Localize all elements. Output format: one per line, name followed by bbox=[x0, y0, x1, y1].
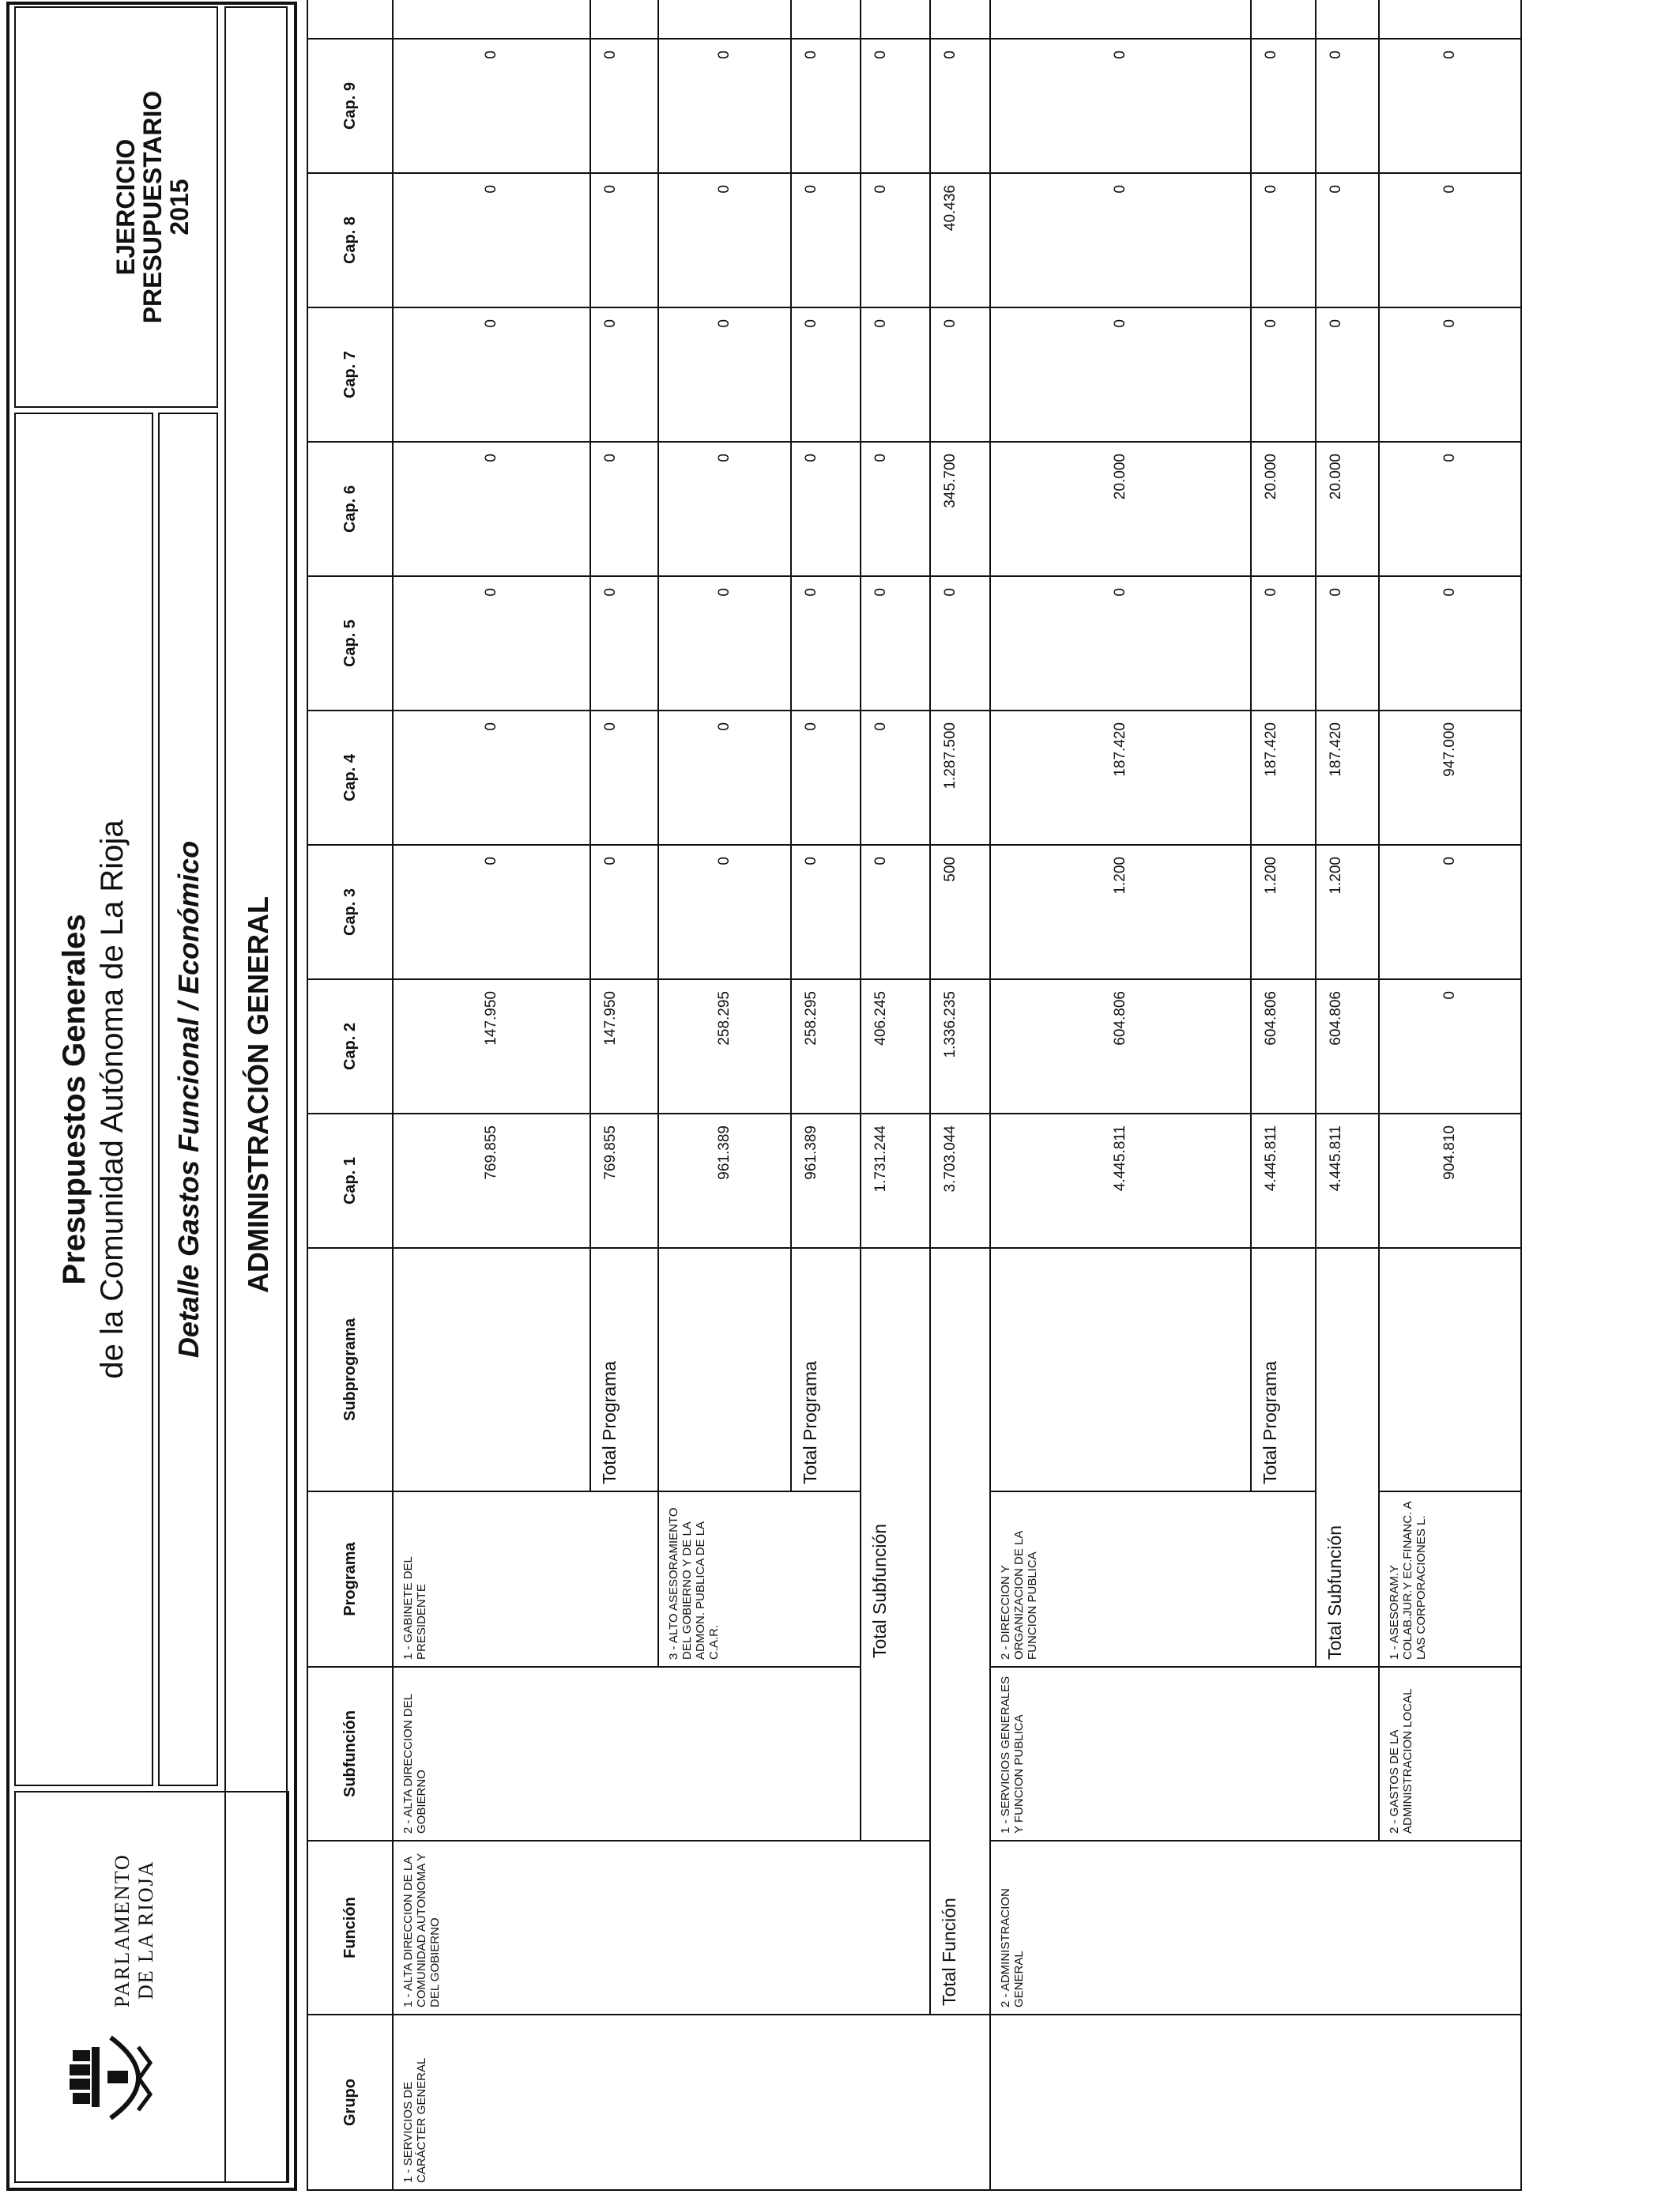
value-cell: 1.287.500 bbox=[930, 711, 990, 845]
value-cell: 0 bbox=[791, 307, 861, 442]
value-cell: 0 bbox=[590, 576, 658, 711]
value-cell: 0 bbox=[1379, 39, 1521, 173]
value-cell: 0 bbox=[1379, 576, 1521, 711]
value-cell: 0 bbox=[590, 173, 658, 307]
org-line2: DE LA RIOJA bbox=[134, 1860, 157, 2000]
budget-table bbox=[307, 0, 1522, 2191]
total-subfuncion-text: Total Subfunción bbox=[869, 1523, 890, 1658]
value-cell: 0 bbox=[1379, 442, 1521, 576]
subfuncion-cell: 2 - ALTA DIRECCION DEL GOBIERNO bbox=[393, 1667, 861, 1841]
grupo-cell-empty bbox=[990, 2015, 1521, 2190]
table-row bbox=[990, 0, 1251, 2190]
value-cell: 20.000 bbox=[990, 442, 1251, 576]
header-row bbox=[307, 0, 393, 2190]
title-box bbox=[14, 413, 153, 1786]
value-cell: 0 bbox=[590, 307, 658, 442]
ejercicio-line1: EJERCICIO bbox=[111, 138, 140, 276]
value-cell: 0 bbox=[1316, 173, 1379, 307]
total-programa-label: Total Programa bbox=[590, 1248, 658, 1491]
value-cell: 147.950 bbox=[590, 979, 658, 1114]
value-cell: 1.336.235 bbox=[930, 979, 990, 1114]
ejercicio-box bbox=[14, 6, 218, 408]
value-cell: 187.420 bbox=[1316, 711, 1379, 845]
value-cell: 0 bbox=[393, 845, 590, 979]
col-funcion: Función bbox=[307, 1841, 393, 2015]
value-cell: 0 bbox=[1251, 173, 1316, 307]
programa-cell: 3 - ALTO ASESORAMIENTO DEL GOBIERNO Y DE LA ADMON. PUBLICA DE LA C.A.R. bbox=[658, 1491, 861, 1667]
subfuncion-cell: 2 - GASTOS DE LA ADMINISTRACION LOCAL bbox=[1379, 1667, 1521, 1841]
value-cell: 0 bbox=[1379, 845, 1521, 979]
value-cell: 0 bbox=[791, 173, 861, 307]
org-line1: PARLAMENTO bbox=[111, 1853, 134, 2007]
value-cell: 0 bbox=[990, 307, 1251, 442]
value-cell: 961.389 bbox=[791, 1114, 861, 1248]
value-cell: 769.855 bbox=[590, 1114, 658, 1248]
programa-cell: 1 - ASESORAM.Y COLAB.JUR.Y EC.FINANC. A LAS CORPORACIONES L. bbox=[1379, 1491, 1521, 1667]
value-cell: 147.950 bbox=[393, 979, 590, 1114]
value-cell: 0 bbox=[658, 442, 791, 576]
value-cell: 0 bbox=[791, 39, 861, 173]
ejercicio-year: 2015 bbox=[165, 179, 194, 236]
value-cell: 0 bbox=[861, 307, 930, 442]
col-subprograma: Subprograma bbox=[307, 1248, 393, 1491]
subprograma-cell bbox=[658, 1248, 791, 1491]
value-cell: 0 bbox=[791, 442, 861, 576]
org-name bbox=[111, 1853, 158, 2007]
value-cell: 1.731.244 bbox=[861, 1114, 930, 1248]
total-programa-label: Total Programa bbox=[1251, 1248, 1316, 1491]
value-cell: 0 bbox=[1316, 39, 1379, 173]
title-line1: Presupuestos Generales bbox=[57, 914, 92, 1285]
value-cell: 961.389 bbox=[658, 1114, 791, 1248]
value-cell bbox=[590, 0, 658, 39]
section-title: ADMINISTRACIÓN GENERAL bbox=[242, 896, 274, 1293]
value-cell: 604.806 bbox=[1316, 979, 1379, 1114]
value-cell: 4.445.811 bbox=[1316, 1114, 1379, 1248]
value-cell: 0 bbox=[590, 442, 658, 576]
value-cell: 904.810 bbox=[1379, 1114, 1521, 1248]
value-cell: 0 bbox=[990, 576, 1251, 711]
value-cell bbox=[1316, 0, 1379, 39]
value-cell: 0 bbox=[791, 576, 861, 711]
value-cell: 0 bbox=[930, 39, 990, 173]
col-cap9: Cap. 9 bbox=[307, 39, 393, 173]
value-cell bbox=[861, 0, 930, 39]
value-cell: 0 bbox=[1379, 307, 1521, 442]
funcion-cell: 2 - ADMINISTRACION GENERAL bbox=[990, 1841, 1521, 2015]
table-row bbox=[393, 0, 590, 2190]
value-cell: 258.295 bbox=[791, 979, 861, 1114]
value-cell: 1.200 bbox=[990, 845, 1251, 979]
value-cell: 0 bbox=[393, 711, 590, 845]
value-cell: 0 bbox=[1251, 576, 1316, 711]
subprograma-cell bbox=[990, 1248, 1251, 1491]
value-cell: 0 bbox=[861, 173, 930, 307]
col-subfuncion: Subfunción bbox=[307, 1667, 393, 1841]
value-cell: 40.436 bbox=[930, 173, 990, 307]
value-cell bbox=[393, 0, 590, 39]
value-cell bbox=[1379, 0, 1521, 39]
value-cell: 187.420 bbox=[1251, 711, 1316, 845]
subtitle-box bbox=[158, 413, 218, 1786]
ejercicio-label bbox=[112, 8, 193, 406]
parliament-crest-icon bbox=[63, 2031, 166, 2126]
value-cell: 1.200 bbox=[1251, 845, 1316, 979]
value-cell bbox=[658, 0, 791, 39]
value-cell: 0 bbox=[1251, 39, 1316, 173]
value-cell: 0 bbox=[393, 576, 590, 711]
value-cell: 0 bbox=[990, 173, 1251, 307]
value-cell: 0 bbox=[658, 845, 791, 979]
value-cell: 0 bbox=[658, 576, 791, 711]
value-cell: 0 bbox=[930, 307, 990, 442]
report-subtitle: Detalle Gastos Funcional / Económico bbox=[172, 840, 205, 1359]
col-cap3: Cap. 3 bbox=[307, 845, 393, 979]
value-cell: 0 bbox=[590, 845, 658, 979]
value-cell: 0 bbox=[861, 711, 930, 845]
value-cell: 0 bbox=[1316, 576, 1379, 711]
value-cell: 0 bbox=[791, 711, 861, 845]
value-cell: 3.703.044 bbox=[930, 1114, 990, 1248]
value-cell: 0 bbox=[1379, 173, 1521, 307]
value-cell: 0 bbox=[393, 173, 590, 307]
value-cell: 0 bbox=[590, 711, 658, 845]
col-cap5: Cap. 5 bbox=[307, 576, 393, 711]
value-cell: 0 bbox=[658, 39, 791, 173]
value-cell: 4.445.811 bbox=[990, 1114, 1251, 1248]
col-cap6: Cap. 6 bbox=[307, 442, 393, 576]
value-cell: 0 bbox=[861, 845, 930, 979]
value-cell: 1.200 bbox=[1316, 845, 1379, 979]
total-funcion-text: Total Función bbox=[939, 1898, 959, 2006]
value-cell: 20.000 bbox=[1316, 442, 1379, 576]
subprograma-cell bbox=[1379, 1248, 1521, 1491]
funcion-cell: 1 - ALTA DIRECCION DE LA COMUNIDAD AUTONOMA Y DEL GOBIERNO bbox=[393, 1841, 930, 2015]
col-cap4: Cap. 4 bbox=[307, 711, 393, 845]
value-cell: 20.000 bbox=[1251, 442, 1316, 576]
value-cell: 0 bbox=[791, 845, 861, 979]
value-cell: 0 bbox=[658, 711, 791, 845]
col-programa: Programa bbox=[307, 1491, 393, 1667]
value-cell: 769.855 bbox=[393, 1114, 590, 1248]
value-cell: 0 bbox=[658, 307, 791, 442]
value-cell: 0 bbox=[1379, 979, 1521, 1114]
value-cell: 406.245 bbox=[861, 979, 930, 1114]
value-cell bbox=[1251, 0, 1316, 39]
programa-cell: 1 - GABINETE DEL PRESIDENTE bbox=[393, 1491, 658, 1667]
value-cell: 0 bbox=[930, 576, 990, 711]
subfuncion-cell: 1 - SERVICIOS GENERALES Y FUNCION PUBLICA bbox=[990, 1667, 1379, 1841]
value-cell: 0 bbox=[393, 307, 590, 442]
value-cell: 947.000 bbox=[1379, 711, 1521, 845]
total-funcion-label bbox=[930, 1248, 990, 2015]
col-total bbox=[307, 0, 393, 39]
col-cap1: Cap. 1 bbox=[307, 1114, 393, 1248]
value-cell bbox=[990, 0, 1251, 39]
value-cell: 0 bbox=[990, 39, 1251, 173]
value-cell: 0 bbox=[1251, 307, 1316, 442]
col-grupo: Grupo bbox=[307, 2015, 393, 2190]
value-cell: 0 bbox=[1316, 307, 1379, 442]
total-subfuncion-label bbox=[861, 1248, 930, 1841]
value-cell: 604.806 bbox=[990, 979, 1251, 1114]
value-cell: 4.445.811 bbox=[1251, 1114, 1316, 1248]
value-cell: 0 bbox=[393, 39, 590, 173]
value-cell: 0 bbox=[393, 442, 590, 576]
col-cap8: Cap. 8 bbox=[307, 173, 393, 307]
total-programa-label: Total Programa bbox=[791, 1248, 861, 1491]
value-cell: 0 bbox=[861, 442, 930, 576]
value-cell: 500 bbox=[930, 845, 990, 979]
value-cell bbox=[791, 0, 861, 39]
value-cell: 345.700 bbox=[930, 442, 990, 576]
value-cell: 258.295 bbox=[658, 979, 791, 1114]
value-cell: 0 bbox=[861, 39, 930, 173]
value-cell: 604.806 bbox=[1251, 979, 1316, 1114]
grupo-cell: 1 - SERVICIOS DE CARÁCTER GENERAL bbox=[393, 2015, 990, 2190]
col-cap2: Cap. 2 bbox=[307, 979, 393, 1114]
ejercicio-line2: PRESUPUESTARIO bbox=[138, 90, 167, 324]
programa-cell: 2 - DIRECCION Y ORGANIZACION DE LA FUNCION PUBLICA bbox=[990, 1491, 1316, 1667]
col-cap7: Cap. 7 bbox=[307, 307, 393, 442]
section-box bbox=[224, 6, 288, 2183]
value-cell: 0 bbox=[658, 173, 791, 307]
subprograma-cell bbox=[393, 1248, 590, 1491]
value-cell: 0 bbox=[861, 576, 930, 711]
table-row bbox=[930, 0, 990, 2190]
title-line2: de la Comunidad Autónoma de La Rioja bbox=[95, 820, 130, 1379]
value-cell: 0 bbox=[590, 39, 658, 173]
value-cell bbox=[930, 0, 990, 39]
value-cell: 187.420 bbox=[990, 711, 1251, 845]
total-subfuncion-label: Total Subfunción bbox=[1316, 1248, 1379, 1667]
